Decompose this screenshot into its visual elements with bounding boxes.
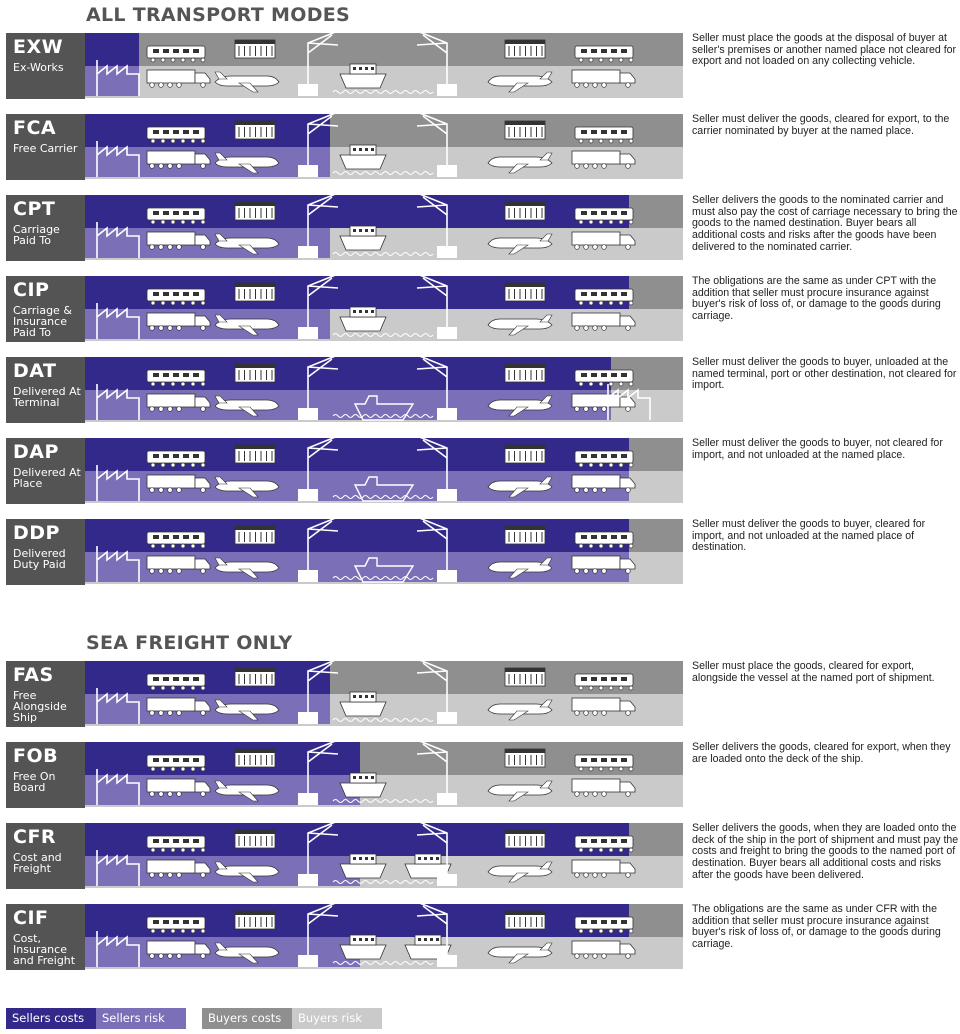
transport-diagram xyxy=(85,357,683,423)
incoterm-row-cif xyxy=(6,904,956,970)
incoterm-row-cpt xyxy=(6,195,956,261)
legend-sellers-costs: Sellers costs xyxy=(6,1008,96,1029)
incoterm-row-fca xyxy=(6,114,956,180)
term-code: CFR xyxy=(13,826,57,848)
term-name: Cost, Insurance and Freight xyxy=(13,932,76,967)
warehouse-icon xyxy=(505,283,545,301)
warehouse-icon xyxy=(505,445,545,463)
incoterm-row-fob xyxy=(6,742,956,808)
term-description: Seller must deliver the goods to buyer, not cleared for import, and not unloaded at the named place. xyxy=(692,437,943,461)
baseline xyxy=(85,805,683,807)
buyer-costs-band xyxy=(629,438,683,471)
transport-diagram xyxy=(85,661,683,727)
warehouse-icon xyxy=(235,283,275,301)
diagram-svg xyxy=(85,33,683,99)
term-name: Ex-Works xyxy=(13,61,64,74)
warehouse-icon xyxy=(505,668,545,686)
diagram-svg xyxy=(85,519,683,585)
transport-diagram xyxy=(85,276,683,342)
buyer-costs-band xyxy=(629,904,683,937)
warehouse-icon xyxy=(235,668,275,686)
incoterm-row-ddp xyxy=(6,519,956,585)
term-code: CIP xyxy=(13,279,50,301)
seller-costs-band xyxy=(85,114,330,147)
warehouse-icon xyxy=(235,830,275,848)
diagram-svg xyxy=(85,357,683,423)
baseline xyxy=(85,724,683,726)
warehouse-icon xyxy=(505,40,545,58)
term-label-box xyxy=(6,904,85,970)
incoterm-row-cfr xyxy=(6,822,959,889)
warehouse-icon xyxy=(505,526,545,544)
transport-diagram xyxy=(85,742,683,808)
buyer-costs-band xyxy=(629,519,683,552)
term-description: Seller delivers the goods, cleared for export, when they are loaded onto the deck of the ship. xyxy=(692,741,951,765)
buyer-risk-band xyxy=(629,471,683,501)
warehouse-icon xyxy=(505,830,545,848)
term-name: Delivered Duty Paid xyxy=(13,547,66,571)
term-description: Seller must deliver the goods to buyer, unloaded at the named terminal, port or other destination, not cleared for import. xyxy=(692,356,957,392)
term-description: Seller must place the goods at the disposal of buyer at seller's premises or another named place not cleared for export and not loaded on any collecting vehicle. xyxy=(692,32,957,68)
legend-buyers-risk: Buyers risk xyxy=(292,1008,382,1029)
term-description: Seller delivers the goods to the nominated carrier and must also pay the cost of carriage necessary to bring the goods to the named destination. Buyer bears all additional costs and risks after the goods have been delivered to the nominated carrier. xyxy=(692,194,958,253)
term-label-box xyxy=(6,276,85,342)
section-title-all-transport-modes: ALL TRANSPORT MODES xyxy=(86,4,351,26)
term-label-box xyxy=(6,823,85,889)
incoterm-row-dap xyxy=(6,438,956,504)
term-label-box xyxy=(6,114,85,180)
baseline xyxy=(85,177,683,179)
term-name: Free On Board xyxy=(13,770,56,794)
term-code: DDP xyxy=(13,522,60,544)
warehouse-icon xyxy=(235,40,275,58)
diagram-svg xyxy=(85,823,683,889)
term-code: EXW xyxy=(13,36,64,58)
warehouse-icon xyxy=(505,121,545,139)
warehouse-icon xyxy=(235,526,275,544)
transport-diagram xyxy=(85,438,683,504)
term-code: DAT xyxy=(13,360,57,382)
buyer-costs-band xyxy=(629,823,683,856)
term-description: Seller must deliver the goods to buyer, cleared for import, and not unloaded at the named place of destination. xyxy=(692,518,926,554)
warehouse-icon xyxy=(505,202,545,220)
transport-diagram xyxy=(85,33,683,99)
buyer-costs-band xyxy=(629,276,683,309)
transport-diagram xyxy=(85,519,683,585)
incoterm-row-exw xyxy=(6,33,956,99)
term-name: Free Alongside Ship xyxy=(13,689,67,724)
term-code: FCA xyxy=(13,117,57,139)
term-label-box xyxy=(6,357,85,423)
incoterm-row-dat xyxy=(6,357,956,423)
term-code: FAS xyxy=(13,664,54,686)
term-name: Delivered At Terminal xyxy=(13,385,81,409)
term-label-box xyxy=(6,195,85,261)
diagram-svg xyxy=(85,114,683,180)
transport-diagram xyxy=(85,823,683,889)
diagram-svg xyxy=(85,276,683,342)
legend-sellers-risk: Sellers risk xyxy=(96,1008,186,1029)
term-description: Seller delivers the goods, when they are loaded onto the deck of the ship in the port of shipment and must pay the costs and freight to bring the goods to the named port of destination. Buyer bears all additional costs and risks after the goods have been delivered. xyxy=(692,822,959,881)
buyer-costs-band xyxy=(629,195,683,228)
term-name: Carriage & Insurance Paid To xyxy=(13,304,72,339)
diagram-svg xyxy=(85,661,683,727)
buyer-risk-band xyxy=(629,552,683,582)
term-description: The obligations are the same as under CPT with the addition that seller must procure insurance against buyer's risk of loss of, or damage to the goods during carriage. xyxy=(692,275,941,323)
term-description: The obligations are the same as under CFR with the addition that seller must procure insurance against buyer's risk of loss of, or damage to the goods during carriage. xyxy=(692,903,941,951)
baseline xyxy=(85,967,683,969)
transport-diagram xyxy=(85,114,683,180)
warehouse-icon xyxy=(235,121,275,139)
term-code: CPT xyxy=(13,198,56,220)
warehouse-icon xyxy=(235,749,275,767)
incoterm-row-fas xyxy=(6,661,956,727)
baseline xyxy=(85,258,683,260)
term-name: Carriage Paid To xyxy=(13,223,60,247)
warehouse-icon xyxy=(505,749,545,767)
legend-buyers-costs: Buyers costs xyxy=(202,1008,292,1029)
term-label-box xyxy=(6,519,85,585)
section-title-sea-freight-only: SEA FREIGHT ONLY xyxy=(86,632,293,654)
diagram-svg xyxy=(85,904,683,970)
warehouse-icon xyxy=(505,911,545,929)
warehouse-icon xyxy=(235,202,275,220)
term-name: Cost and Freight xyxy=(13,851,62,875)
term-label-box xyxy=(6,742,85,808)
seller-costs-band xyxy=(85,661,330,694)
term-description: Seller must deliver the goods, cleared for export, to the carrier nominated by buyer at the named place. xyxy=(692,113,950,137)
term-name: Free Carrier xyxy=(13,142,78,155)
term-label-box xyxy=(6,33,85,99)
baseline xyxy=(85,96,683,98)
term-label-box xyxy=(6,661,85,727)
transport-diagram xyxy=(85,195,683,261)
warehouse-icon xyxy=(235,445,275,463)
seller-costs-band xyxy=(85,33,139,66)
term-name: Delivered At Place xyxy=(13,466,81,490)
term-description: Seller must place the goods, cleared for export, alongside the vessel at the named port of shipment. xyxy=(692,660,935,684)
warehouse-icon xyxy=(235,911,275,929)
diagram-svg xyxy=(85,438,683,504)
warehouse-icon xyxy=(235,364,275,382)
term-code: CIF xyxy=(13,907,49,929)
incoterm-row-cip xyxy=(6,276,956,342)
transport-diagram xyxy=(85,904,683,970)
term-label-box xyxy=(6,438,85,504)
term-code: FOB xyxy=(13,745,59,767)
term-code: DAP xyxy=(13,441,59,463)
baseline xyxy=(85,339,683,341)
warehouse-icon xyxy=(505,364,545,382)
diagram-svg xyxy=(85,742,683,808)
baseline xyxy=(85,886,683,888)
diagram-svg xyxy=(85,195,683,261)
